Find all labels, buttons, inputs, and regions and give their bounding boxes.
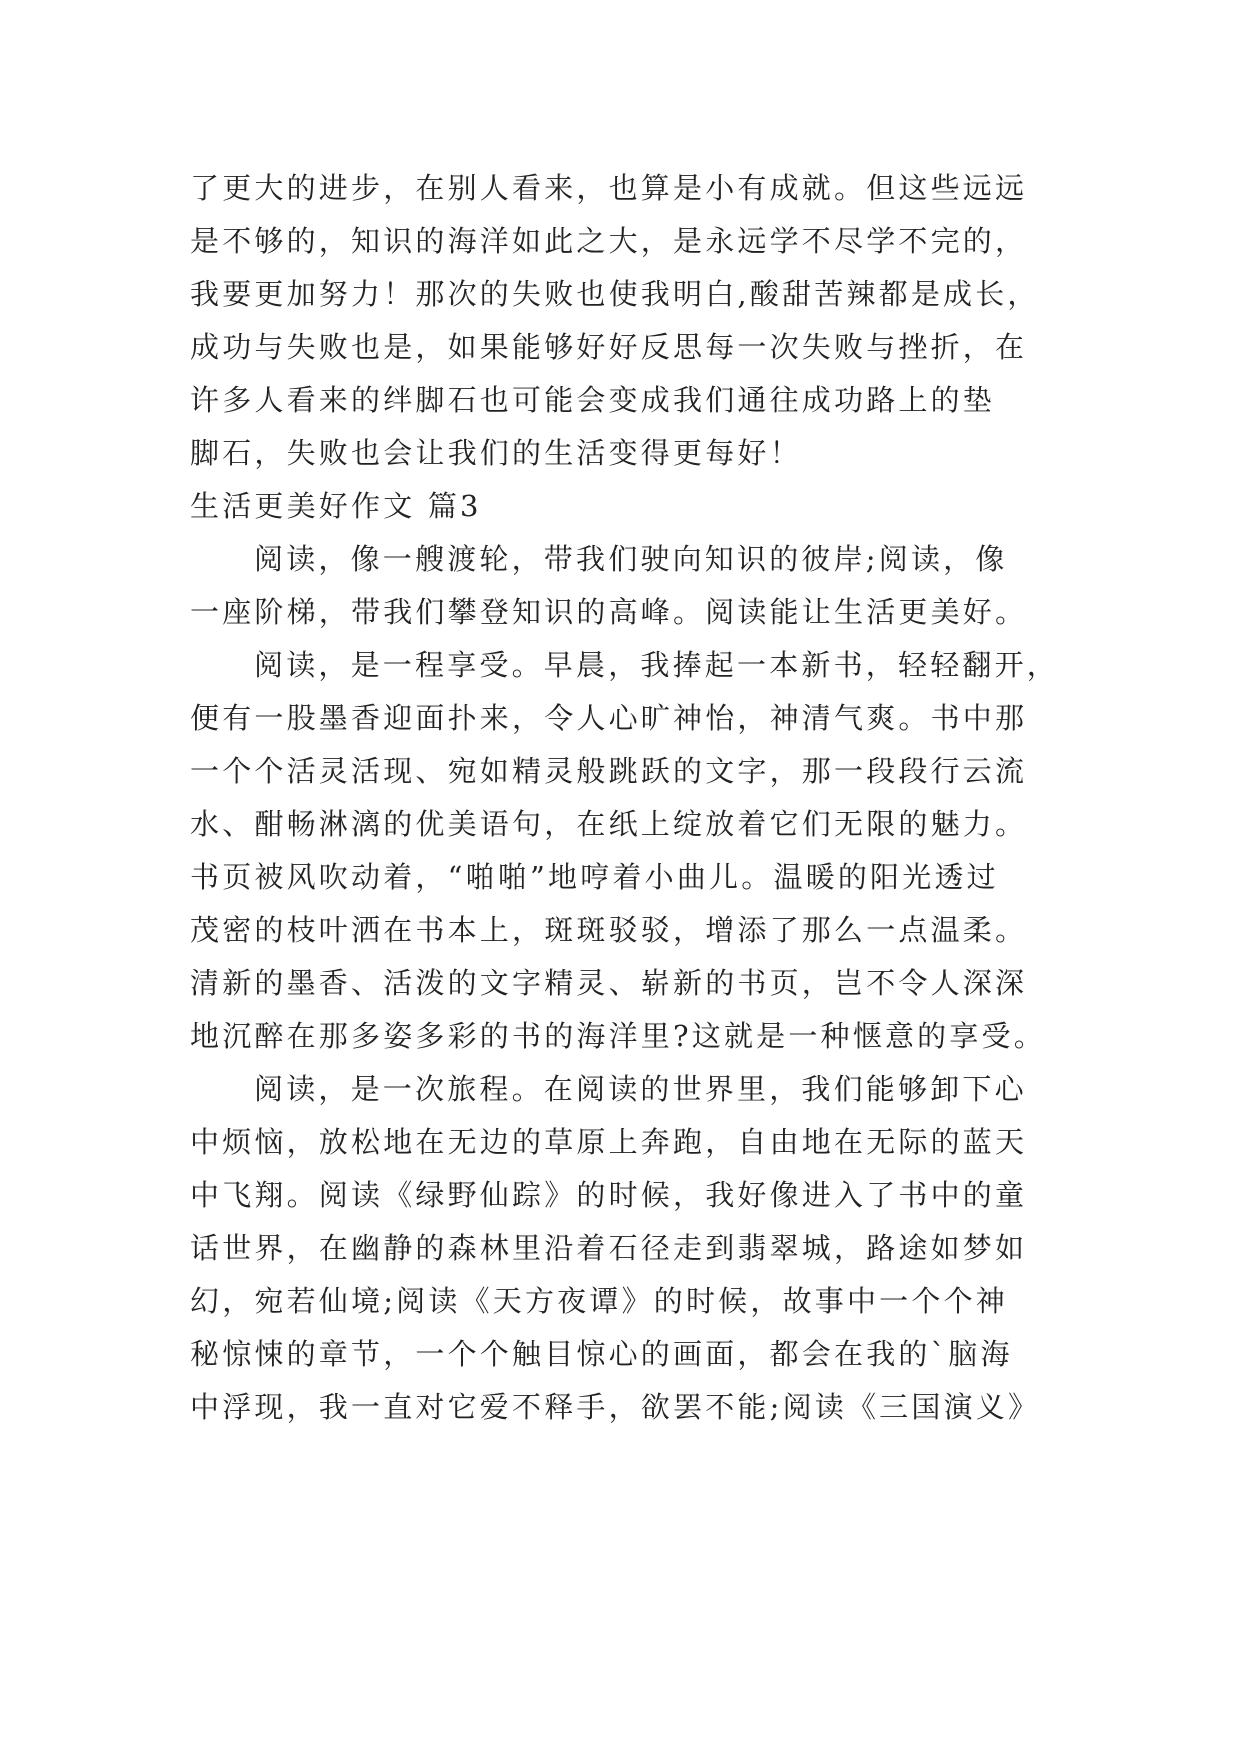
text-line: 清新的墨香、活泼的文字精灵、崭新的书页，岂不令人深深 bbox=[190, 966, 1028, 1000]
text-line: 一座阶梯，带我们攀登知识的高峰。阅读能让生活更美好。 bbox=[190, 595, 1028, 629]
text-line: 书页被风吹动着，“啪啪”地哼着小曲儿。温暖的阳光透过 bbox=[190, 860, 999, 894]
text-line: 中烦恼，放松地在无边的草原上奔跑，自由地在无际的蓝天 bbox=[190, 1125, 1028, 1159]
text-line: 秘惊悚的章节，一个个触目惊心的画面，都会在我的`脑海 bbox=[190, 1337, 1013, 1371]
text-line: 地沉醉在那多姿多彩的书的海洋里?这就是一种惬意的享受。 bbox=[190, 1019, 1046, 1053]
text-line: 水、酣畅淋漓的优美语句，在纸上绽放着它们无限的魅力。 bbox=[190, 807, 1028, 841]
text-line: 许多人看来的绊脚石也可能会变成我们通往成功路上的垫 bbox=[190, 383, 996, 417]
text-line: 脚石，失败也会让我们的生活变得更每好！ bbox=[190, 436, 802, 470]
paragraph-first-line: 阅读，是一次旅程。在阅读的世界里，我们能够卸下心 bbox=[254, 1072, 1027, 1106]
text-line: 我要更加努力！那次的失败也使我明白,酸甜苦辣都是成长， bbox=[190, 277, 1040, 311]
text-line: 成功与失败也是，如果能够好好反思每一次失败与挫折，在 bbox=[190, 330, 1028, 364]
section-heading: 生活更美好作文 篇3 bbox=[190, 489, 482, 523]
text-line: 中浮现，我一直对它爱不释手，欲罢不能;阅读《三国演义》 bbox=[190, 1390, 1041, 1424]
text-line: 幻，宛若仙境;阅读《天方夜谭》的时候，故事中一个个神 bbox=[190, 1284, 1008, 1318]
paragraph-first-line: 阅读，是一程享受。早晨，我捧起一本新书，轻轻翻开， bbox=[254, 648, 1060, 682]
paragraph-first-line: 阅读，像一艘渡轮，带我们驶向知识的彼岸;阅读，像 bbox=[254, 542, 1008, 576]
text-line: 中飞翔。阅读《绿野仙踪》的时候，我好像进入了书中的童 bbox=[190, 1178, 1028, 1212]
text-line: 了更大的进步，在别人看来，也算是小有成就。但这些远远 bbox=[190, 171, 1028, 205]
text-line: 茂密的枝叶洒在书本上，斑斑驳驳，增添了那么一点温柔。 bbox=[190, 913, 1028, 947]
text-line: 话世界，在幽静的森林里沿着石径走到翡翠城，路途如梦如 bbox=[190, 1231, 1028, 1265]
text-line: 是不够的，知识的海洋如此之大，是永远学不尽学不完的， bbox=[190, 224, 1028, 258]
text-line: 一个个活灵活现、宛如精灵般跳跃的文字，那一段段行云流 bbox=[190, 754, 1028, 788]
text-line: 便有一股墨香迎面扑来，令人心旷神怡，神清气爽。书中那 bbox=[190, 701, 1028, 735]
